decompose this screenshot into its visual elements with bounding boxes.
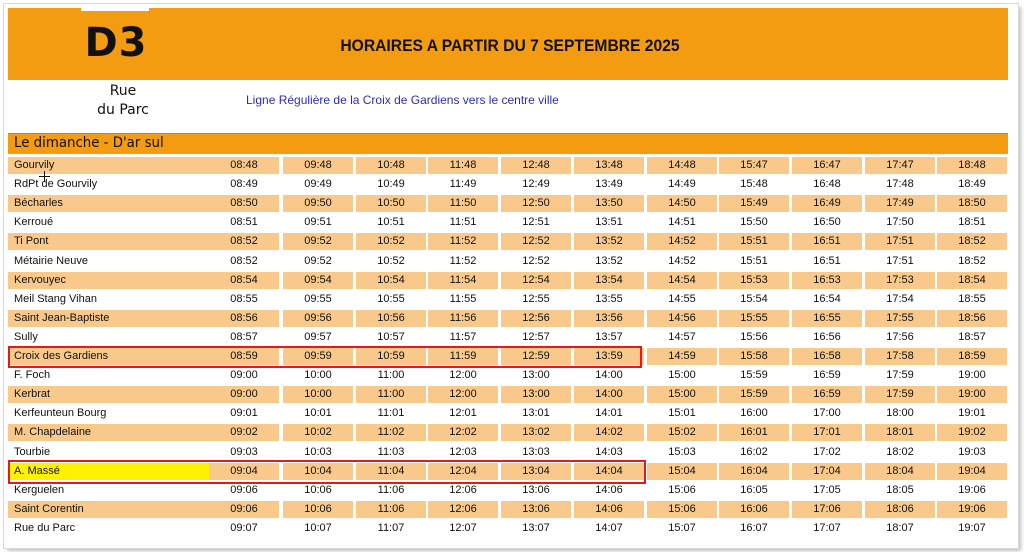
departure-time-cell: 16:49 [792, 195, 862, 212]
table-row [8, 367, 1008, 386]
table-row [8, 310, 1008, 329]
departure-time-cell: 19:01 [958, 407, 986, 420]
departure-time-cell: 16:58 [792, 348, 862, 365]
departure-time-cell: 11:51 [449, 216, 477, 229]
departure-time-cell: 08:57 [230, 330, 258, 343]
departure-time-cell: 14:55 [668, 292, 696, 305]
departure-time-cell: 12:55 [522, 292, 550, 305]
departure-time-cell: 09:54 [283, 272, 353, 289]
departure-time-cell: 13:02 [501, 424, 571, 441]
departure-time-cell: 11:49 [449, 178, 477, 191]
departure-time-cell: 09:07 [230, 521, 258, 534]
crosshair-cursor-icon [39, 171, 50, 182]
stop-name-cell: Ti Pont [8, 233, 209, 250]
departure-time-cell: 13:03 [522, 445, 550, 458]
departure-time-cell: 14:52 [668, 254, 696, 267]
departure-time-cell: 13:06 [501, 501, 571, 518]
departure-time-cell: 10:03 [304, 445, 332, 458]
departure-time-cell: 14:01 [595, 407, 623, 420]
departure-time-cell: 10:54 [356, 272, 426, 289]
departure-time-cell: 11:02 [356, 424, 426, 441]
departure-time-cell: 15:01 [668, 407, 696, 420]
departure-time-cell: 11:00 [356, 386, 426, 403]
table-row [8, 386, 1008, 405]
departure-time-cell: 10:04 [283, 463, 353, 480]
departure-time-cell: 09:00 [230, 369, 258, 382]
departure-time-cell: 11:04 [356, 463, 426, 480]
stop-name-cell: A. Massé [8, 463, 209, 480]
departure-time-cell: 19:02 [937, 424, 1007, 441]
departure-time-cell: 10:06 [304, 483, 332, 496]
departure-time-cell: 18:56 [937, 310, 1007, 327]
departure-time-cell: 17:51 [886, 254, 914, 267]
departure-time-cell: 17:53 [865, 272, 935, 289]
departure-time-cell: 11:01 [377, 407, 405, 420]
departure-time-cell: 17:59 [886, 369, 914, 382]
stop-name-cell: Saint Corentin [8, 501, 209, 518]
departure-time-cell: 17:55 [865, 310, 935, 327]
section-header [8, 133, 1008, 154]
departure-time-cell: 10:59 [356, 348, 426, 365]
departure-time-cell: 15:48 [740, 178, 768, 191]
departure-time-cell: 12:52 [522, 254, 550, 267]
departure-time-cell: 10:51 [377, 216, 405, 229]
departure-time-cell: 15:54 [740, 292, 768, 305]
departure-time-cell: 15:02 [647, 424, 717, 441]
departure-time-cell: 15:06 [668, 483, 696, 496]
departure-time-cell: 13:56 [574, 310, 644, 327]
departure-time-cell: 12:02 [428, 424, 498, 441]
departure-time-cell: 14:00 [574, 386, 644, 403]
departure-time-cell: 12:59 [501, 348, 571, 365]
departure-time-cell: 11:52 [449, 254, 477, 267]
departure-time-cell: 10:50 [356, 195, 426, 212]
departure-time-cell: 10:00 [283, 386, 353, 403]
departure-time-cell: 16:50 [813, 216, 841, 229]
departure-time-cell: 17:05 [813, 483, 841, 496]
stop-name-cell: M. Chapdelaine [8, 424, 209, 441]
departure-time-cell: 19:00 [937, 386, 1007, 403]
destination-stop-name [78, 82, 168, 120]
highlight-box-croix-des-gardiens [8, 346, 642, 368]
departure-time-cell: 12:00 [428, 386, 498, 403]
departure-time-cell: 09:48 [283, 157, 353, 174]
departure-time-cell: 18:54 [937, 272, 1007, 289]
departure-time-cell: 13:57 [595, 330, 623, 343]
departure-time-cell: 17:54 [886, 292, 914, 305]
departure-time-cell: 18:55 [958, 292, 986, 305]
departure-time-cell: 10:07 [304, 521, 332, 534]
departure-time-cell: 09:02 [209, 424, 279, 441]
departure-time-cell: 15:53 [719, 272, 789, 289]
departure-time-cell: 10:00 [304, 369, 332, 382]
departure-time-cell: 12:01 [449, 407, 477, 420]
departure-time-cell: 13:04 [501, 463, 571, 480]
departure-time-cell: 19:04 [937, 463, 1007, 480]
departure-time-cell: 08:56 [209, 310, 279, 327]
table-row [8, 520, 1008, 539]
departure-time-cell: 15:49 [719, 195, 789, 212]
table-row [8, 176, 1008, 195]
departure-time-cell: 10:49 [377, 178, 405, 191]
departure-time-cell: 10:01 [304, 407, 332, 420]
departure-time-cell: 18:50 [937, 195, 1007, 212]
departure-time-cell: 17:06 [792, 501, 862, 518]
table-row [8, 272, 1008, 291]
departure-time-cell: 18:07 [886, 521, 914, 534]
departure-time-cell: 08:55 [230, 292, 258, 305]
table-row [8, 405, 1008, 424]
departure-time-cell: 10:52 [356, 233, 426, 250]
stop-name-cell: Kerroué [14, 216, 54, 229]
departure-time-cell: 10:56 [356, 310, 426, 327]
table-row [8, 291, 1008, 310]
departure-time-cell: 13:52 [574, 233, 644, 250]
stop-name-cell: Kerfeunteun Bourg [14, 407, 107, 420]
departure-time-cell: 11:00 [377, 369, 405, 382]
page-title: HORAIRES A PARTIR DU 7 SEPTEMBRE 2025 [340, 36, 680, 55]
departure-time-cell: 11:56 [428, 310, 498, 327]
departure-time-cell: 11:59 [428, 348, 498, 365]
departure-time-cell: 13:59 [574, 348, 644, 365]
departure-time-cell: 13:00 [522, 369, 550, 382]
departure-time-cell: 15:00 [668, 369, 696, 382]
departure-time-cell: 17:07 [813, 521, 841, 534]
departure-time-cell: 14:04 [574, 463, 644, 480]
departure-time-cell: 18:00 [886, 407, 914, 420]
departure-time-cell: 18:52 [937, 233, 1007, 250]
table-row [8, 214, 1008, 233]
departure-time-cell: 12:04 [428, 463, 498, 480]
departure-time-cell: 10:48 [356, 157, 426, 174]
departure-time-cell: 12:56 [501, 310, 571, 327]
departure-time-cell: 08:49 [230, 178, 258, 191]
departure-time-cell: 16:47 [792, 157, 862, 174]
departure-time-cell: 14:52 [647, 233, 717, 250]
departure-time-cell: 16:53 [792, 272, 862, 289]
departure-time-cell: 15:58 [719, 348, 789, 365]
stop-name-cell: Kerguelen [14, 483, 65, 496]
stop-name-cell: Kerbrat [8, 386, 209, 403]
departure-time-cell: 16:59 [813, 369, 841, 382]
departure-time-cell: 13:48 [574, 157, 644, 174]
departure-time-cell: 15:50 [740, 216, 768, 229]
stop-name-cell: Métairie Neuve [14, 254, 88, 267]
stop-name-cell: Gourvily [8, 157, 209, 174]
table-row [8, 195, 1008, 214]
departure-time-cell: 17:58 [865, 348, 935, 365]
departure-time-cell: 15:03 [668, 445, 696, 458]
departure-time-cell: 17:00 [813, 407, 841, 420]
departure-time-cell: 13:49 [595, 178, 623, 191]
stop-name-cell: RdPt de Gourvily [14, 178, 98, 191]
stop-name-cell: Meil Stang Vihan [14, 292, 97, 305]
line-description: Ligne Régulière de la Croix de Gardiens vers le centre ville [246, 93, 559, 107]
departure-time-cell: 13:52 [595, 254, 623, 267]
departure-time-cell: 09:59 [283, 348, 353, 365]
departure-time-cell: 08:52 [209, 233, 279, 250]
departure-time-cell: 16:51 [813, 254, 841, 267]
departure-time-cell: 14:50 [647, 195, 717, 212]
departure-time-cell: 17:47 [865, 157, 935, 174]
departure-time-cell: 16:56 [813, 330, 841, 343]
departure-time-cell: 14:06 [574, 501, 644, 518]
departure-time-cell: 14:57 [668, 330, 696, 343]
stop-name-cell: Croix des Gardiens [8, 348, 209, 365]
departure-time-cell: 11:03 [377, 445, 405, 458]
departure-time-cell: 18:02 [886, 445, 914, 458]
departure-time-cell: 18:01 [865, 424, 935, 441]
departure-time-cell: 12:51 [522, 216, 550, 229]
highlight-box-a-masse [8, 460, 646, 484]
departure-time-cell: 08:52 [230, 254, 258, 267]
section-title: Le dimanche - D'ar sul [14, 135, 164, 151]
departure-time-cell: 16:00 [740, 407, 768, 420]
departure-time-cell: 10:06 [283, 501, 353, 518]
departure-time-cell: 13:06 [522, 483, 550, 496]
departure-time-cell: 09:00 [209, 386, 279, 403]
departure-time-cell: 08:50 [209, 195, 279, 212]
departure-time-cell: 12:06 [449, 483, 477, 496]
departure-time-cell: 11:07 [377, 521, 405, 534]
departure-time-cell: 09:01 [230, 407, 258, 420]
departure-time-cell: 15:51 [719, 233, 789, 250]
table-row [8, 253, 1008, 272]
departure-time-cell: 17:49 [865, 195, 935, 212]
departure-time-cell: 12:54 [501, 272, 571, 289]
stop-name-cell: Sully [14, 330, 38, 343]
departure-time-cell: 13:50 [574, 195, 644, 212]
departure-time-cell: 18:06 [865, 501, 935, 518]
destination-stop-line2: du Parc [97, 102, 149, 118]
table-row [8, 482, 1008, 501]
departure-time-cell: 08:59 [209, 348, 279, 365]
departure-time-cell: 17:04 [792, 463, 862, 480]
destination-stop-line1: Rue [109, 83, 137, 99]
departure-time-cell: 09:57 [304, 330, 332, 343]
departure-time-cell: 11:06 [377, 483, 405, 496]
departure-time-cell: 15:07 [668, 521, 696, 534]
departure-time-cell: 13:51 [595, 216, 623, 229]
table-row [8, 157, 1008, 176]
stop-name-cell: Tourbie [14, 445, 51, 458]
departure-time-cell: 18:59 [937, 348, 1007, 365]
departure-time-cell: 14:51 [668, 216, 696, 229]
departure-time-cell: 11:55 [449, 292, 477, 305]
departure-time-cell: 09:50 [283, 195, 353, 212]
departure-time-cell: 16:55 [792, 310, 862, 327]
departure-time-cell: 14:49 [668, 178, 696, 191]
departure-time-cell: 09:52 [283, 233, 353, 250]
departure-time-cell: 18:05 [886, 483, 914, 496]
departure-time-cell: 16:05 [740, 483, 768, 496]
departure-time-cell: 18:57 [958, 330, 986, 343]
departure-time-cell: 17:02 [813, 445, 841, 458]
departure-time-cell: 14:56 [647, 310, 717, 327]
departure-time-cell: 19:06 [937, 501, 1007, 518]
departure-time-cell: 14:59 [647, 348, 717, 365]
departure-time-cell: 10:55 [377, 292, 405, 305]
departure-time-cell: 16:54 [813, 292, 841, 305]
departure-time-cell: 18:49 [958, 178, 986, 191]
departure-time-cell: 13:55 [595, 292, 623, 305]
departure-time-cell: 14:54 [647, 272, 717, 289]
departure-time-cell: 12:57 [522, 330, 550, 343]
departure-time-cell: 10:02 [283, 424, 353, 441]
departure-time-cell: 16:06 [719, 501, 789, 518]
departure-time-cell: 17:51 [865, 233, 935, 250]
departure-time-cell: 12:06 [428, 501, 498, 518]
departure-time-cell: 15:06 [647, 501, 717, 518]
departure-time-cell: 11:57 [449, 330, 477, 343]
departure-time-cell: 09:49 [304, 178, 332, 191]
departure-time-cell: 16:02 [740, 445, 768, 458]
departure-time-cell: 17:59 [865, 386, 935, 403]
departure-time-cell: 12:03 [449, 445, 477, 458]
departure-time-cell: 16:51 [792, 233, 862, 250]
departure-time-cell: 14:00 [595, 369, 623, 382]
stop-name-cell: Rue du Parc [14, 521, 76, 534]
departure-time-cell: 14:48 [647, 157, 717, 174]
departure-time-cell: 18:52 [958, 254, 986, 267]
departure-time-cell: 11:06 [356, 501, 426, 518]
departure-time-cell: 12:48 [501, 157, 571, 174]
departure-time-cell: 14:02 [574, 424, 644, 441]
departure-time-cell: 19:03 [958, 445, 986, 458]
departure-time-cell: 09:51 [304, 216, 332, 229]
departure-time-cell: 10:52 [377, 254, 405, 267]
departure-time-cell: 12:49 [522, 178, 550, 191]
departure-time-cell: 09:56 [283, 310, 353, 327]
departure-time-cell: 14:07 [595, 521, 623, 534]
stop-name-cell: F. Foch [14, 369, 51, 382]
departure-time-cell: 11:50 [428, 195, 498, 212]
departure-time-cell: 15:59 [719, 386, 789, 403]
departure-time-cell: 15:56 [740, 330, 768, 343]
departure-time-cell: 11:48 [428, 157, 498, 174]
departure-time-cell: 09:06 [209, 501, 279, 518]
departure-time-cell: 13:07 [522, 521, 550, 534]
departure-time-cell: 19:00 [958, 369, 986, 382]
route-code: D3 [84, 20, 148, 66]
departure-time-cell: 18:48 [937, 157, 1007, 174]
departure-time-cell: 16:07 [740, 521, 768, 534]
departure-time-cell: 15:51 [740, 254, 768, 267]
stop-name-cell: Bécharles [8, 195, 209, 212]
departure-time-cell: 11:52 [428, 233, 498, 250]
departure-time-cell: 08:51 [230, 216, 258, 229]
table-row [8, 501, 1008, 520]
table-row [8, 233, 1008, 252]
stop-name-cell: Kervouyec [8, 272, 209, 289]
departure-time-cell: 13:00 [501, 386, 571, 403]
departure-time-cell: 10:57 [377, 330, 405, 343]
departure-time-cell: 15:47 [719, 157, 789, 174]
departure-time-cell: 19:06 [958, 483, 986, 496]
departure-time-cell: 09:52 [304, 254, 332, 267]
departure-time-cell: 09:06 [230, 483, 258, 496]
departure-time-cell: 18:51 [958, 216, 986, 229]
departure-time-cell: 17:48 [886, 178, 914, 191]
departure-time-cell: 09:55 [304, 292, 332, 305]
departure-time-cell: 11:54 [428, 272, 498, 289]
departure-time-cell: 17:50 [886, 216, 914, 229]
table-row [8, 424, 1008, 443]
departure-time-cell: 15:55 [719, 310, 789, 327]
departure-time-cell: 12:07 [449, 521, 477, 534]
departure-time-cell: 09:03 [230, 445, 258, 458]
departure-time-cell: 15:00 [647, 386, 717, 403]
departure-time-cell: 12:52 [501, 233, 571, 250]
departure-time-cell: 16:59 [792, 386, 862, 403]
departure-time-cell: 12:00 [449, 369, 477, 382]
departure-time-cell: 14:03 [595, 445, 623, 458]
departure-time-cell: 08:48 [209, 157, 279, 174]
departure-time-cell: 09:04 [209, 463, 279, 480]
departure-time-cell: 16:04 [719, 463, 789, 480]
departure-time-cell: 16:01 [719, 424, 789, 441]
departure-time-cell: 16:48 [813, 178, 841, 191]
departure-time-cell: 15:04 [647, 463, 717, 480]
departure-time-cell: 13:01 [522, 407, 550, 420]
departure-time-cell: 18:04 [865, 463, 935, 480]
departure-time-cell: 17:56 [886, 330, 914, 343]
stop-name-cell: Saint Jean-Baptiste [8, 310, 209, 327]
departure-time-cell: 12:50 [501, 195, 571, 212]
departure-time-cell: 17:01 [792, 424, 862, 441]
departure-time-cell: 14:06 [595, 483, 623, 496]
departure-time-cell: 08:54 [209, 272, 279, 289]
departure-time-cell: 13:54 [574, 272, 644, 289]
departure-time-cell: 19:07 [958, 521, 986, 534]
departure-time-cell: 15:59 [740, 369, 768, 382]
logo-tab [81, 8, 149, 11]
